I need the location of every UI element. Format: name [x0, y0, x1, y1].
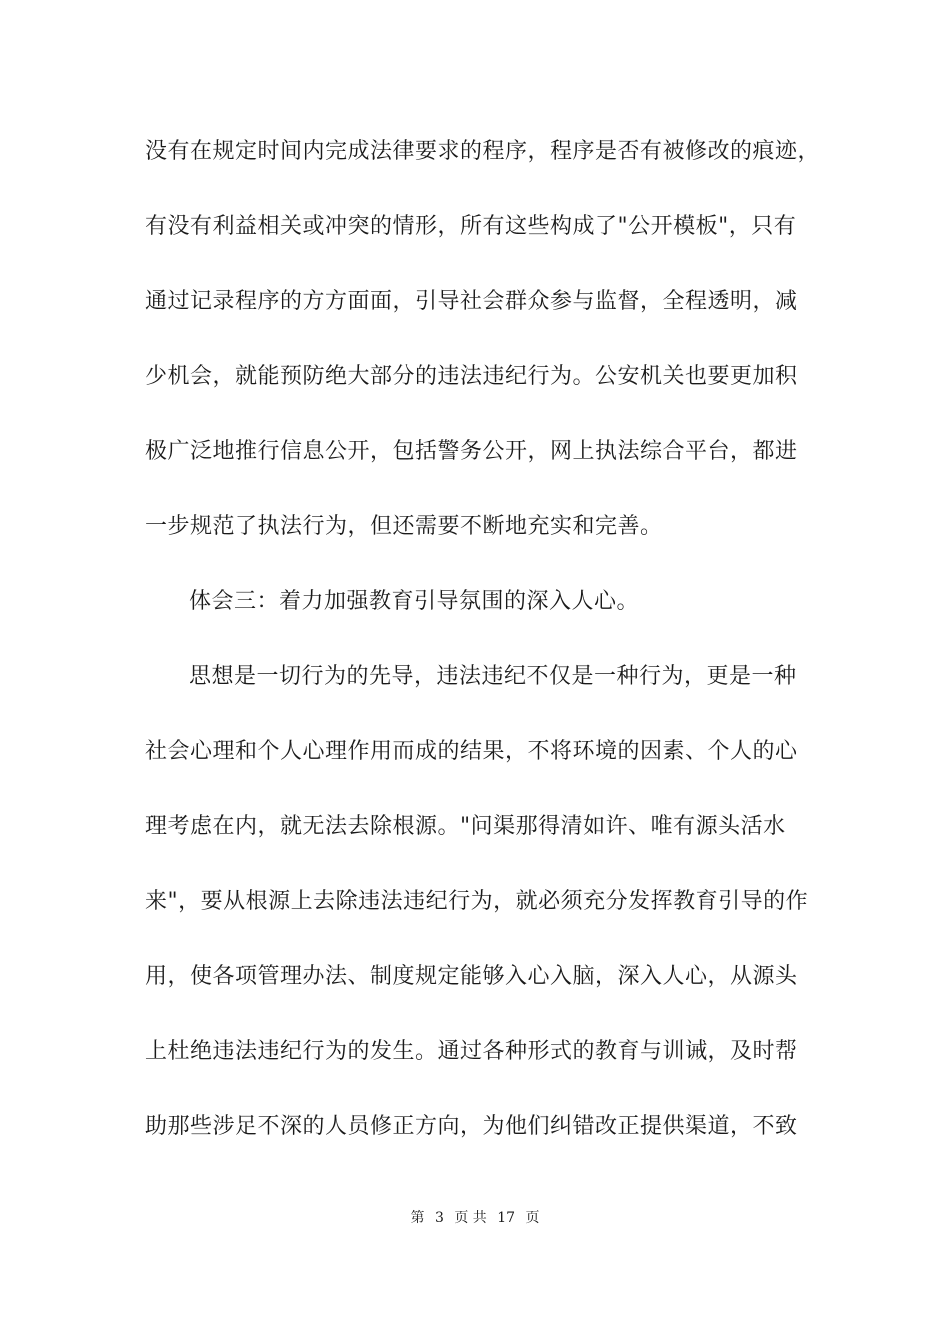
text-line: 用，使各项管理办法、制度规定能够入心入脑，深入人心，从源头	[145, 964, 798, 989]
footer-mid: 页 共	[454, 1210, 487, 1226]
text-line: 思想是一切行为的先导，违法违纪不仅是一种行为，更是一种	[189, 664, 797, 689]
text-line: 理考虑在内，就无法去除根源。"问渠那得清如许、唯有源头活水	[145, 814, 786, 839]
body-text	[145, 134, 825, 1184]
footer-total-pages: 17	[497, 1210, 516, 1226]
text-line: 极广泛地推行信息公开，包括警务公开，网上执法综合平台，都进	[145, 439, 798, 464]
text-line: 通过记录程序的方方面面，引导社会群众参与监督，全程透明，减	[145, 289, 798, 314]
text-line: 上杜绝违法违纪行为的发生。通过各种形式的教育与训诫，及时帮	[145, 1039, 798, 1064]
text-line: 助那些涉足不深的人员修正方向，为他们纠错改正提供渠道，不致	[145, 1114, 798, 1139]
text-line: 少机会，就能预防绝大部分的违法违纪行为。公安机关也要更加积	[145, 364, 798, 389]
footer-suffix: 页	[525, 1210, 540, 1226]
section-heading: 体会三：着力加强教育引导氛围的深入人心。	[189, 589, 640, 614]
text-line: 来"，要从根源上去除违法违纪行为，就必须充分发挥教育引导的作	[145, 889, 809, 914]
text-line: 有没有利益相关或冲突的情形，所有这些构成了"公开模板"，只有	[145, 214, 797, 239]
text-line: 一步规范了执法行为，但还需要不断地充实和完善。	[145, 514, 663, 539]
footer-prefix: 第	[410, 1210, 425, 1226]
page-footer	[0, 1208, 950, 1228]
text-line: 没有在规定时间内完成法律要求的程序，程序是否有被修改的痕迹，	[145, 139, 821, 164]
text-line: 社会心理和个人心理作用而成的结果，不将环境的因素、个人的心	[145, 739, 798, 764]
footer-page-number: 3	[434, 1210, 444, 1226]
